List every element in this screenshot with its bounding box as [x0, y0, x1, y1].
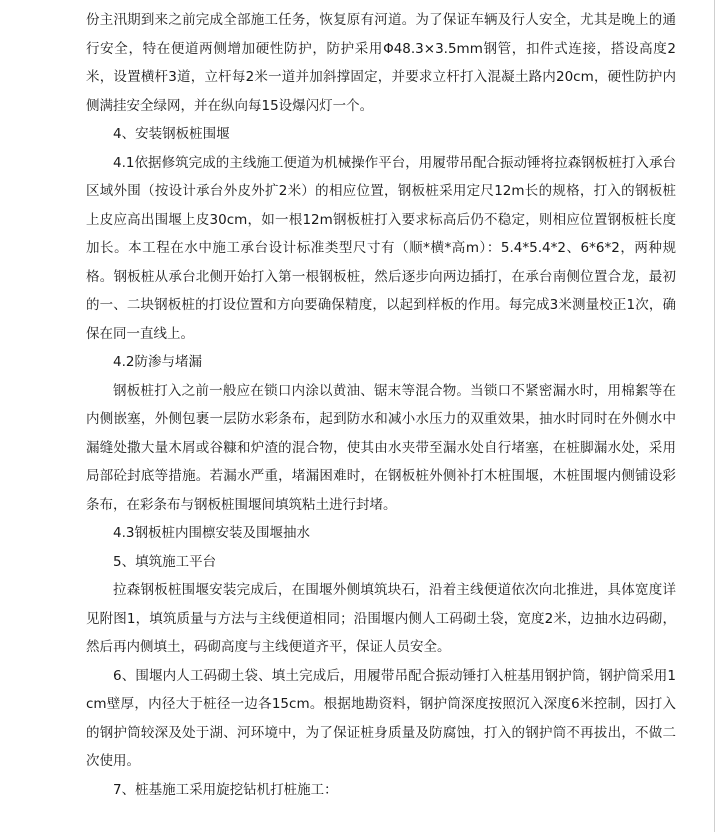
paragraph-5: 拉森钢板桩围堰安装完成后，在围堰外侧填筑块石，沿着主线便道依次向北推进，具体宽度详见附图1，填筑质量与方法与主线便道相同；沿围堰内侧人工码砌土袋，宽度2米，边抽水边码砌，然后再内侧填土，码砌高度与主线便道齐平，保证人员安全。	[86, 582, 676, 655]
subsection-heading-4-3: 4.3钢板桩内围檩安装及围堰抽水	[113, 525, 310, 541]
section-heading-7: 7、桩基施工采用旋挖钻机打桩施工：	[113, 781, 338, 798]
paragraph-4-2: 钢板桩打入之前一般应在锁口内涂以黄油、锯末等混合物。当锁口不紧密漏水时，用棉絮等在内侧嵌塞，外侧包裹一层防水彩条布，起到防水和减小水压力的双重效果，抽水时同时在外侧水中漏缝处撒大量木屑或谷糠和炉渣的混合物，使其由水夹带至漏水处自行堵塞，在桩脚漏水处，采用局部砼封底等措施。若漏水严重，堵漏困难时，在钢板桩外侧补打木桩围堰，木桩围堰内侧铺设彩条布，在彩条布与钢板桩围堰间填筑粘土进行封堵。	[86, 382, 676, 513]
document-body	[86, 6, 676, 804]
paragraph-continuation: 份主汛期到来之前完成全部施工任务，恢复原有河道。为了保证车辆及行人安全，尤其是晚上的通行安全，特在便道两侧增加硬性防护，防护采用Φ48.3×3.5mm钢管，扣件式连接，搭设高度2米，设置横杆3道，立杆每2米一道并加斜撑固定，并要求立杆打入混凝土路内20cm，硬性防护内侧满挂安全绿网，并在纵向每15设爆闪灯一个。	[86, 12, 676, 114]
paragraph-4-1: 4.1依据修筑完成的主线施工便道为机械操作平台，用履带吊配合振动锤将拉森钢板桩打入承台区域外围（按设计承台外皮外扩2米）的相应位置，钢板桩采用定尺12m长的规格，打入的钢板桩上皮应高出围堰上皮30cm，如一根12m钢板桩打入要求标高后仍不稳定，则相应位置钢板桩长度加长。本工程在水中施工承台设计标准类型尺寸有（顺*横*高m）：5.4*5.4*2、6*6*2，两种规格。钢板桩从承台北侧开始打入第一根钢板桩，然后逐步向两边插打，在承台南侧位置合龙，最初的一、二块钢板桩的打设位置和方向要确保精度，以起到样板的作用。每完成3米测量校正1次，确保在同一直线上。	[86, 154, 676, 342]
paragraph-6: 6、围堰内人工码砌土袋、填土完成后，用履带吊配合振动锤打入桩基用钢护筒，钢护筒采用1cm壁厚，内径大于桩径一边各15cm。根据地勘资料，钢护筒深度按照沉入深度6米控制，因打入的钢护筒较深及处于湖、河环境中，为了保证桩身质量及防腐蚀，打入的钢护筒不再拔出，不做二次使用。	[86, 667, 676, 769]
section-heading-5: 5、填筑施工平台	[113, 553, 217, 570]
subsection-heading-4-2: 4.2防渗与堵漏	[113, 354, 202, 370]
section-heading-4: 4、安装钢板桩围堰	[113, 126, 230, 142]
